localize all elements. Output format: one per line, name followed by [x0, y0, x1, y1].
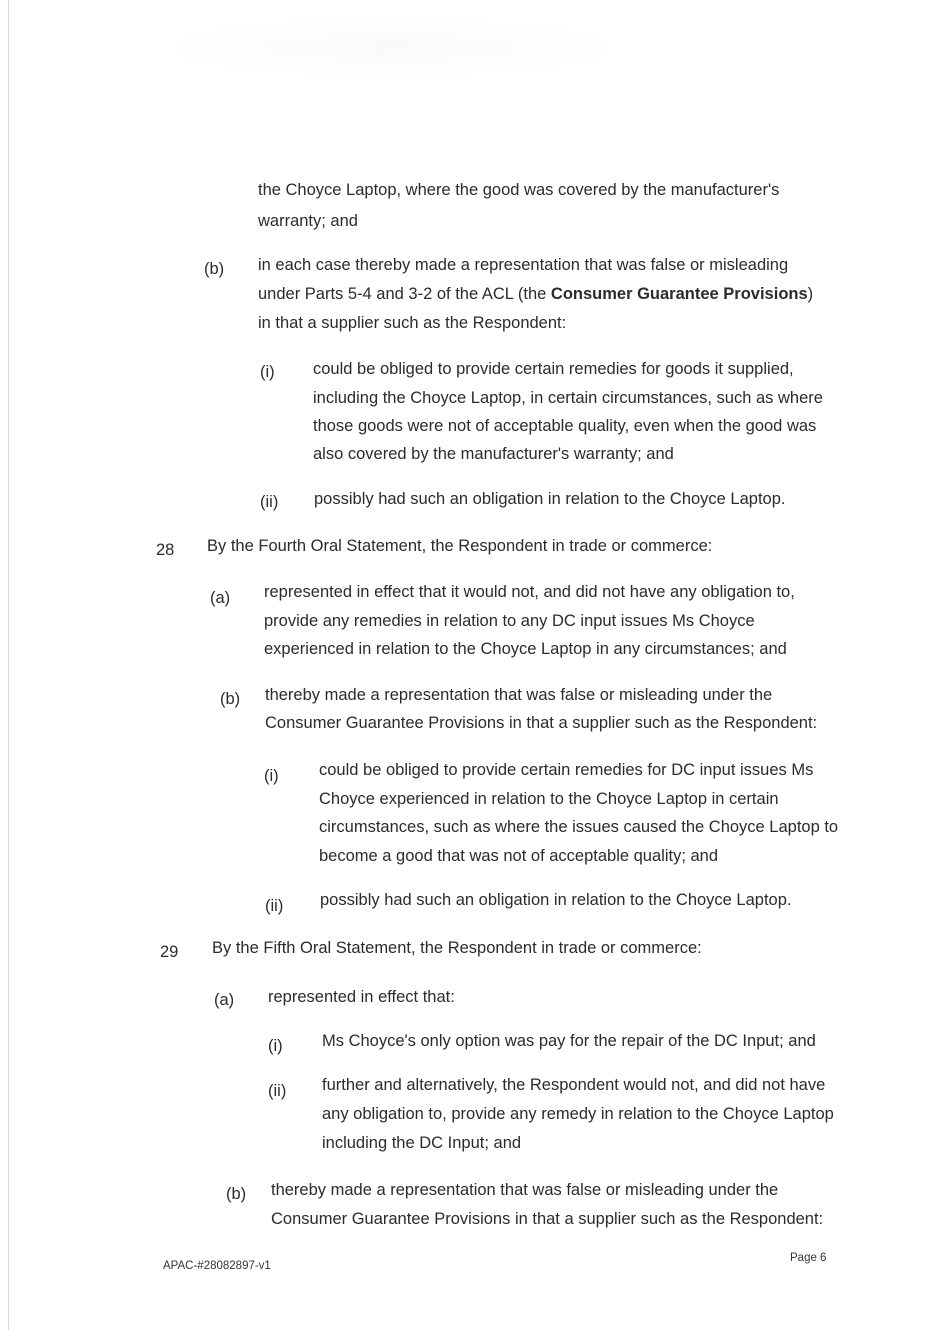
paragraph-text-line: By the Fifth Oral Statement, the Respondent in trade or commerce: [212, 939, 702, 957]
sub-subparagraph-text-line: including the DC Input; and [322, 1134, 522, 1152]
document-id: APAC-#28082897-v1 [163, 1260, 271, 1272]
subparagraph-text-line: thereby made a representation that was false or misleading under the [271, 1181, 779, 1199]
sub-subparagraph-text-line: Ms Choyce's only option was pay for the repair of the DC Input; and [322, 1032, 816, 1050]
defined-term: Consumer Guarantee Provisions [550, 285, 808, 303]
subparagraph-text-line: Consumer Guarantee Provisions in that a supplier such as the Respondent: [265, 714, 818, 732]
sub-subparagraph-text-line: any obligation to, provide any remedy in relation to the Choyce Laptop [322, 1105, 834, 1123]
subparagraph-text-line: provide any remedies in relation to any DC input issues Ms Choyce [264, 612, 755, 630]
text-segment: ) [807, 285, 814, 303]
sub-subparagraph-label: (i) [260, 363, 275, 381]
sub-subparagraph-text-line: those goods were not of acceptable quality, even when the good was [313, 417, 817, 435]
page-edge [8, 0, 9, 1330]
subparagraph-text-line: experienced in relation to the Choyce Laptop in any circumstances; and [264, 640, 787, 658]
subparagraph-text-line: in that a supplier such as the Respondent: [258, 314, 567, 332]
sub-subparagraph-text-line: Choyce experienced in relation to the Choyce Laptop in certain [319, 790, 779, 808]
subparagraph-label: (a) [214, 991, 235, 1009]
paragraph-text-line: By the Fourth Oral Statement, the Respondent in trade or commerce: [207, 537, 713, 555]
sub-subparagraph-text-line: circumstances, such as where the issues caused the Choyce Laptop to [319, 818, 839, 836]
subparagraph-label: (b) [226, 1185, 247, 1203]
sub-subparagraph-text-line: could be obliged to provide certain remedies for goods it supplied, [313, 360, 794, 378]
subparagraph-label: (b) [220, 690, 241, 708]
text-segment: under Parts 5-4 and 3-2 of the ACL (the [258, 285, 551, 303]
sub-subparagraph-text-line: also covered by the manufacturer's warranty; and [313, 445, 674, 463]
sub-subparagraph-text-line: further and alternatively, the Respondent would not, and did not have [322, 1076, 826, 1094]
paragraph-continuation-line: warranty; and [258, 212, 358, 230]
sub-subparagraph-label: (i) [268, 1037, 283, 1055]
paragraph-number: 28 [156, 541, 175, 559]
sub-subparagraph-text-line: possibly had such an obligation in relation to the Choyce Laptop. [314, 490, 786, 508]
sub-subparagraph-text-line: become a good that was not of acceptable quality; and [319, 847, 719, 865]
sub-subparagraph-label: (i) [264, 767, 279, 785]
sub-subparagraph-label: (ii) [260, 493, 279, 511]
sub-subparagraph-text-line: possibly had such an obligation in relation to the Choyce Laptop. [320, 891, 792, 909]
sub-subparagraph-label: (ii) [265, 897, 284, 915]
subparagraph-label: (a) [210, 589, 231, 607]
scan-smudge [150, 18, 630, 78]
page-number: Page 6 [790, 1252, 827, 1264]
subparagraph-text-line: in each case thereby made a representation that was false or misleading [258, 256, 789, 274]
subparagraph-text-line: Consumer Guarantee Provisions in that a supplier such as the Respondent: [271, 1210, 824, 1228]
subparagraph-text-line: represented in effect that it would not, and did not have any obligation to, [264, 583, 795, 601]
subparagraph-label: (b) [204, 260, 225, 278]
sub-subparagraph-text-line: could be obliged to provide certain remedies for DC input issues Ms [319, 761, 814, 779]
subparagraph-text-line: thereby made a representation that was false or misleading under the [265, 686, 773, 704]
paragraph-number: 29 [160, 943, 179, 961]
subparagraph-text-line [258, 280, 813, 309]
paragraph-continuation-line: the Choyce Laptop, where the good was covered by the manufacturer's [258, 181, 780, 199]
sub-subparagraph-text-line: including the Choyce Laptop, in certain circumstances, such as where [313, 389, 823, 407]
subparagraph-text-line: represented in effect that: [268, 988, 455, 1006]
sub-subparagraph-label: (ii) [268, 1082, 287, 1100]
